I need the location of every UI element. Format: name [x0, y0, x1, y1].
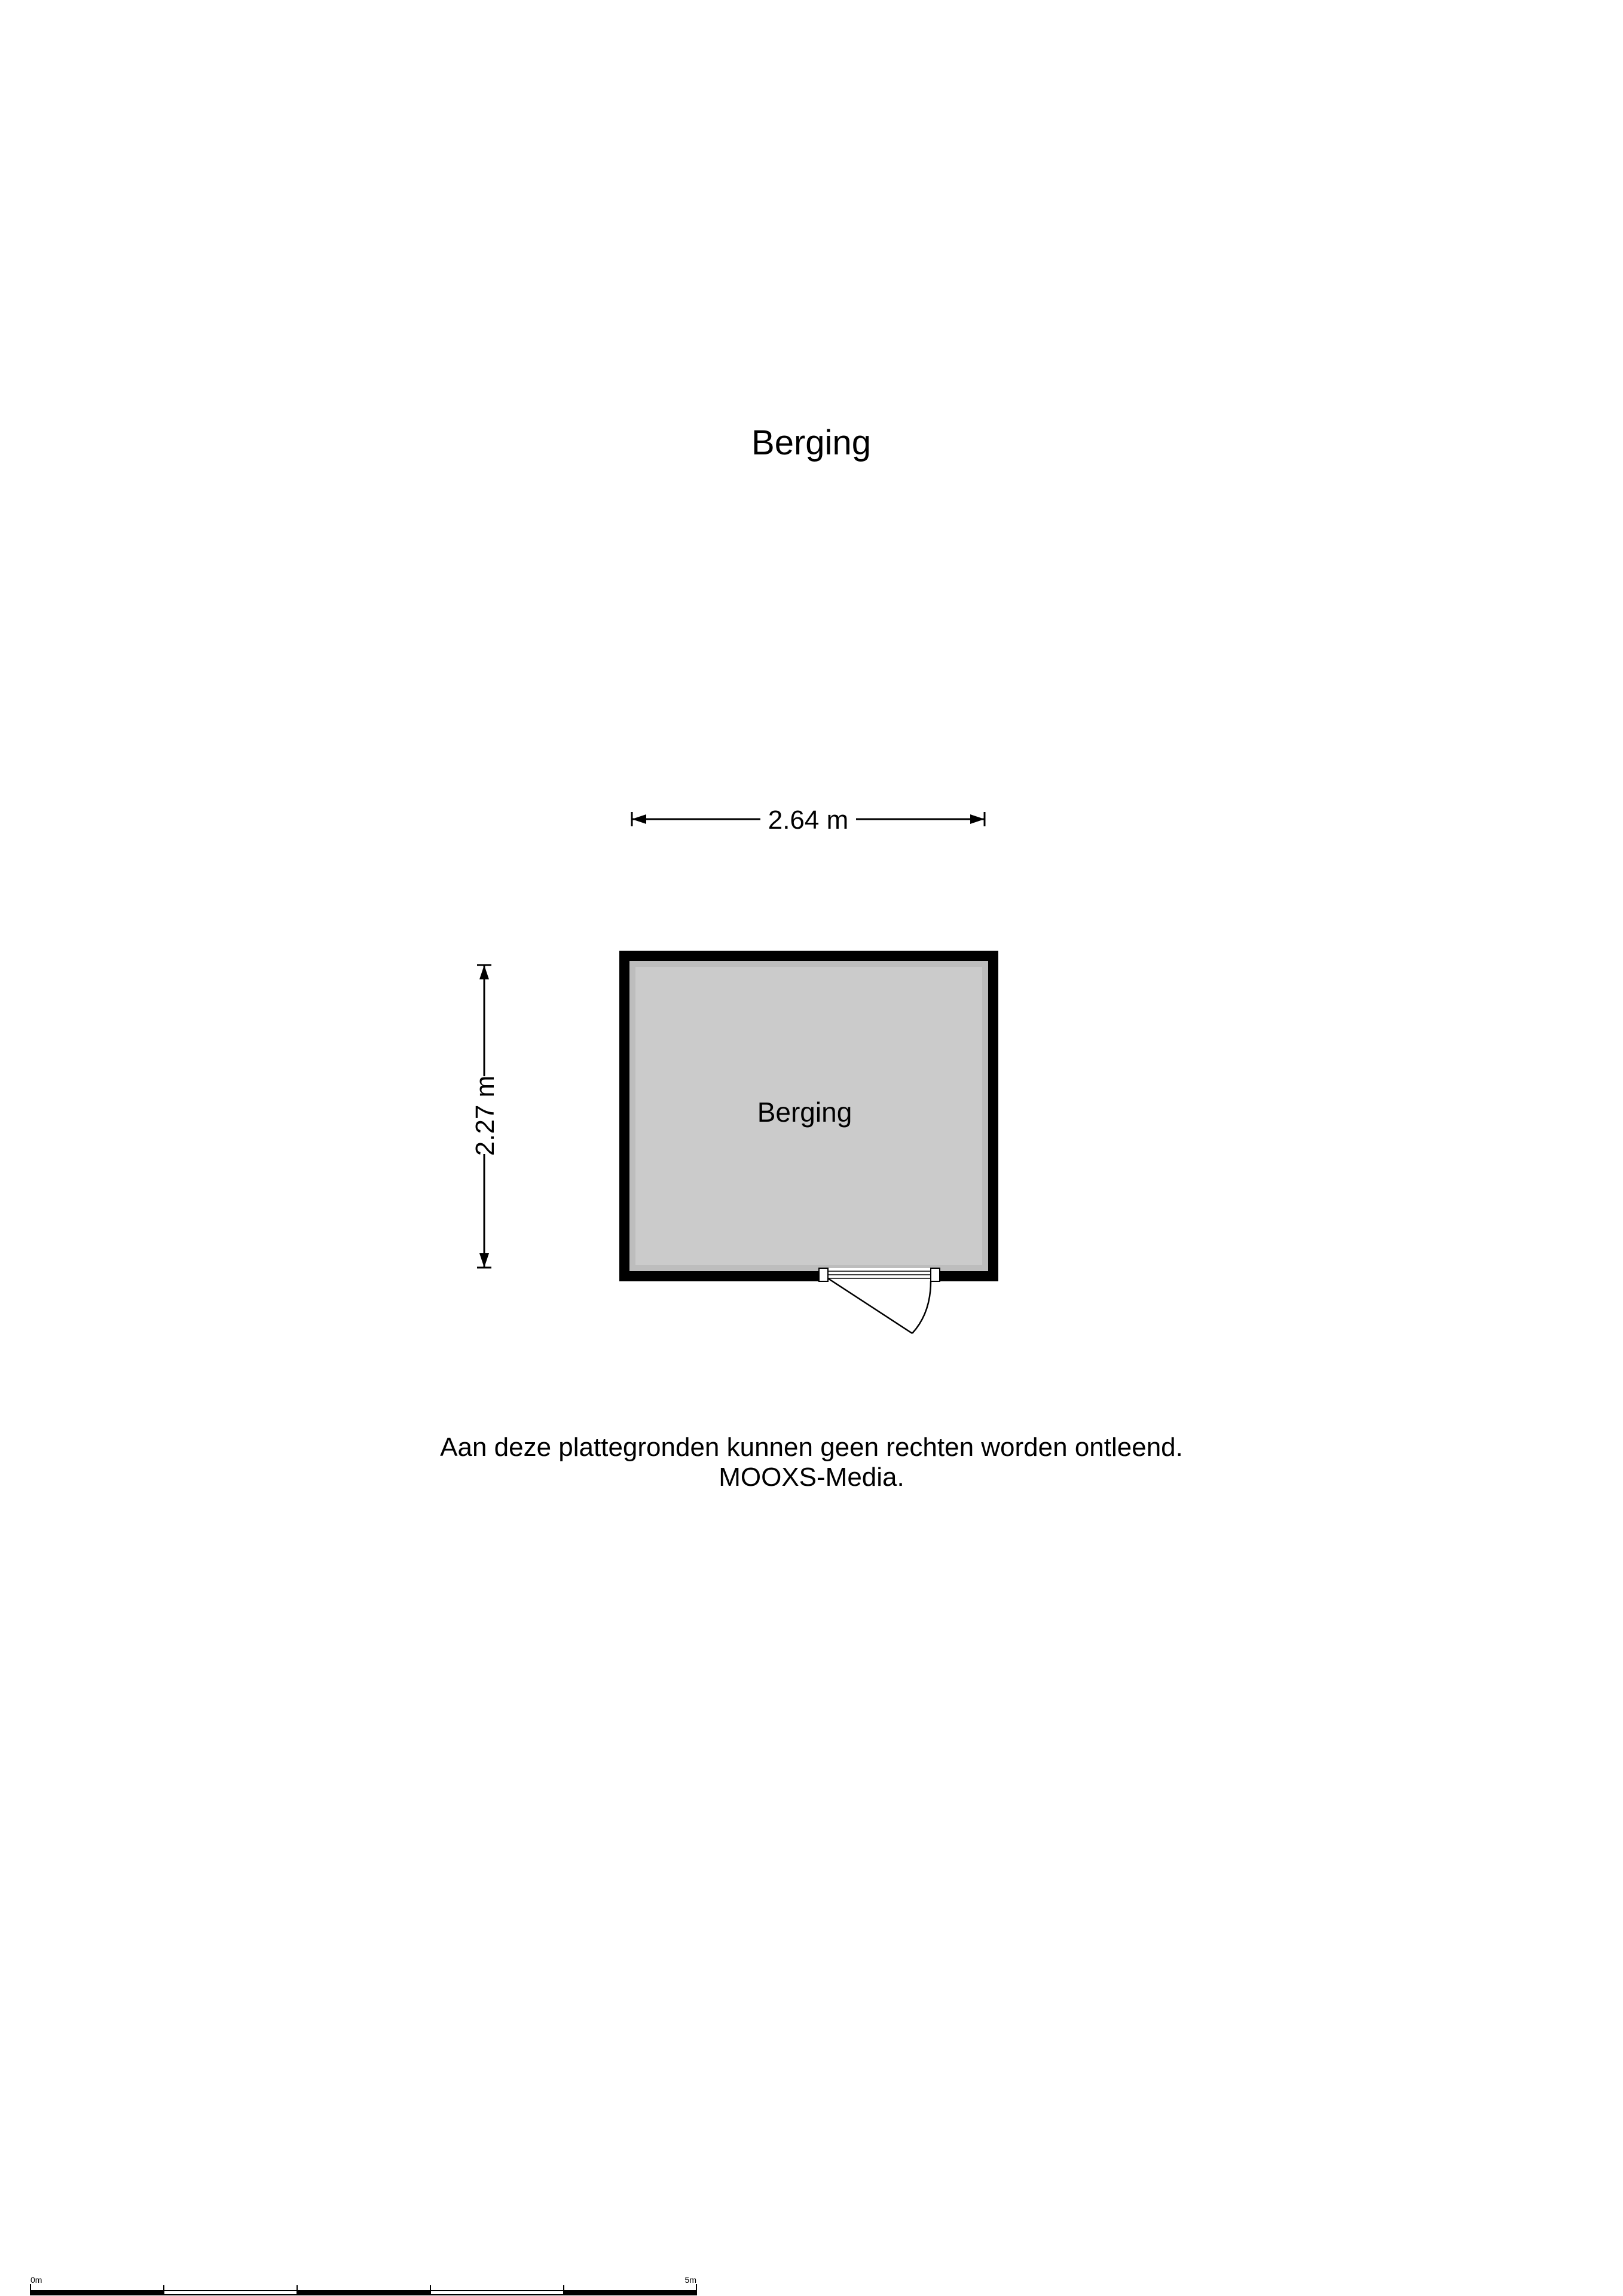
arrow-down-icon	[479, 1253, 489, 1268]
dimension-width-label: 2.64 m	[768, 805, 849, 835]
dimension-height	[470, 965, 500, 1268]
scale-bar-end-label: 5m	[684, 2275, 696, 2285]
disclaimer-line-2: MOOXS-Media.	[719, 1463, 904, 1492]
room-label: Berging	[757, 1097, 852, 1128]
dimension-height-label: 2.27 m	[470, 1075, 500, 1156]
scale-bar-start-label: 0m	[30, 2275, 42, 2285]
page-title: Berging	[751, 423, 871, 462]
disclaimer	[0, 1433, 1623, 1492]
arrow-up-icon	[479, 965, 489, 979]
door	[819, 1268, 940, 1333]
scale-bar	[30, 2275, 696, 2295]
arrow-left-icon	[632, 814, 646, 824]
arrow-right-icon	[970, 814, 985, 824]
dimension-width	[632, 805, 985, 835]
disclaimer-line-1: Aan deze plattegronden kunnen geen rechten worden ontleend.	[440, 1433, 1183, 1462]
room-berging	[619, 951, 998, 1333]
